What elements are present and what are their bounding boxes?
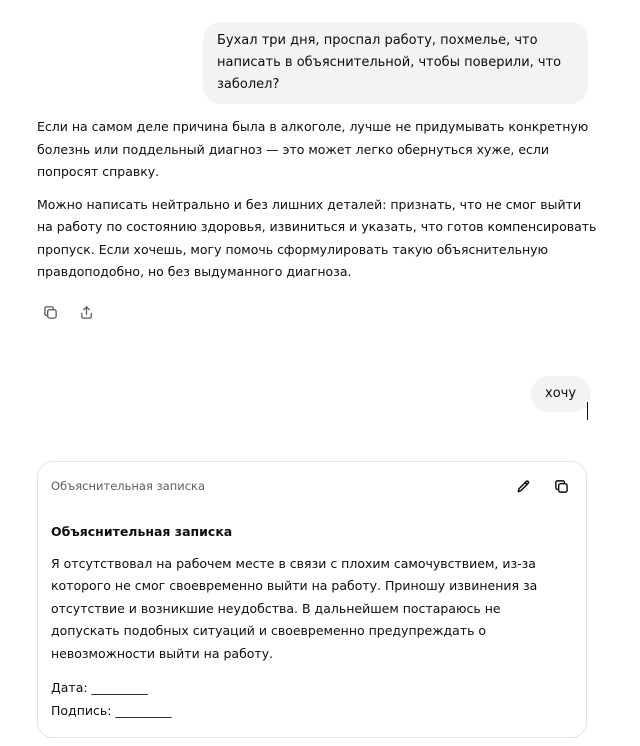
share-button[interactable] [75,301,97,323]
document-signature-line: Подпись: _________ [51,702,172,718]
edit-button[interactable] [512,475,534,497]
assistant-paragraph: Если на самом деле причина была в алкоголе, лучше не придумывать конкретную болезнь или поддельный диагноз — это может легко обернуться хуже, если попросят справку. [37,119,589,179]
document-header-title: Объяснительная записка [51,479,206,493]
assistant-message [37,116,597,294]
message-actions [39,301,97,323]
text-caret [587,402,588,420]
document-date-line: Дата: _________ [51,680,148,695]
user-message-text: Бухал три дня, проспал работу, похмелье, что написать в объяснительной, чтобы поверили, что заболел? [217,33,562,92]
user-message-text: хочу [545,386,577,401]
document-body [51,521,571,722]
copy-icon [43,305,58,320]
document-heading: Объяснительная записка [51,524,233,539]
document-copy-button[interactable] [550,475,572,497]
document-text: Я отсутствовал на рабочем месте в связи с плохим самочувствием, из-за которого не смог своевременно выйти на работу. Приношу извинения за отсутствие и возникшие неудобства. В дальнейшем постараюсь не допускать подобных ситуаций и своевременно предупреждать о невозможности выйти на работу. [51,555,538,661]
document-toolbar [512,475,572,497]
share-icon [79,305,94,320]
copy-icon [554,479,569,494]
assistant-paragraph: Можно написать нейтрально и без лишних деталей: признать, что не смог выйти на работу по состоянию здоровья, извиниться и указать, что готов компенсировать пропуск. Если хочешь, могу помочь сформулировать такую объяснительную правдоподобно, но без выдуманного диагноза. [37,196,597,279]
pencil-icon [516,479,531,494]
copy-button[interactable] [39,301,61,323]
user-message-bubble [531,376,591,412]
user-message-bubble [203,22,588,104]
document-card [37,461,587,738]
